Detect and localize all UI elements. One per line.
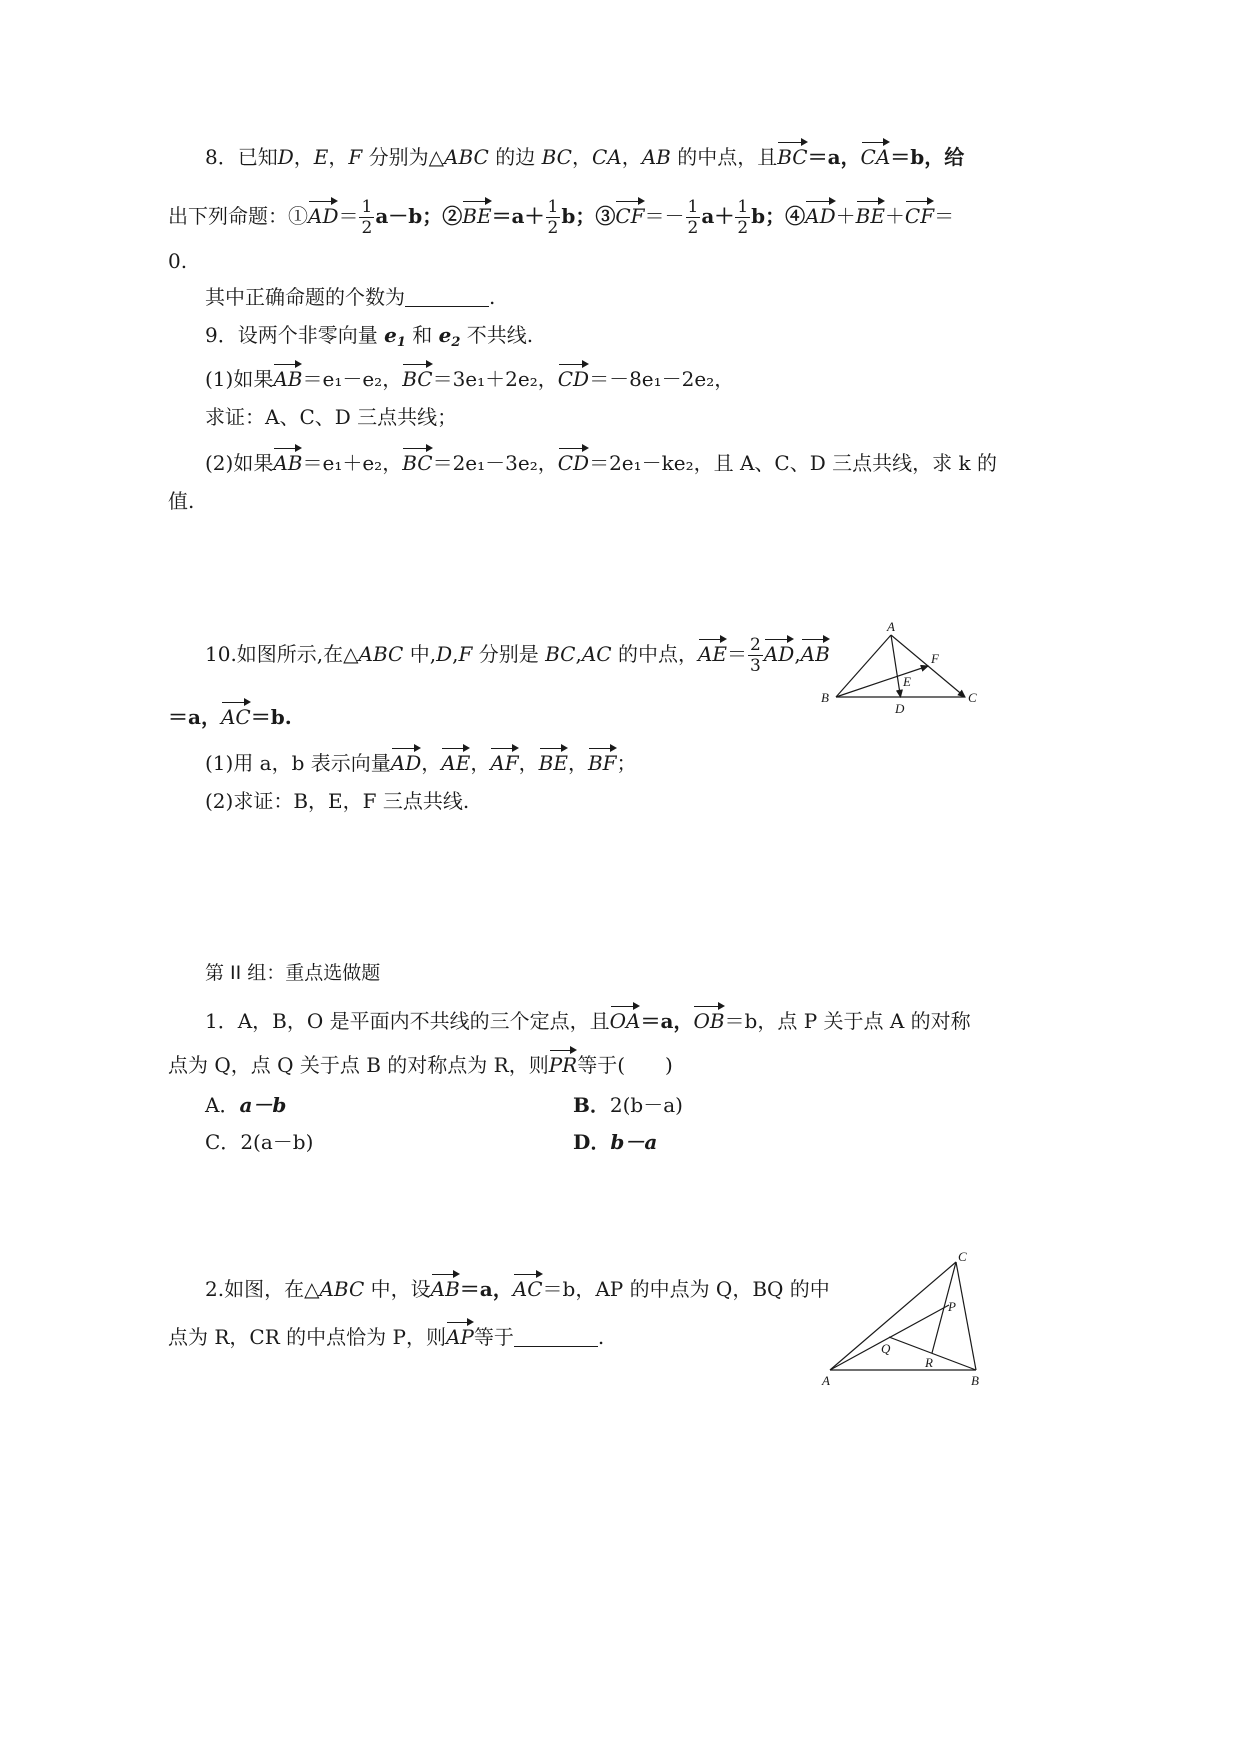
numerator: 1 <box>687 197 699 217</box>
denominator: 3 <box>750 656 761 676</box>
label-e: E <box>903 674 911 689</box>
denominator: 2 <box>547 218 559 238</box>
q10-triangle-figure <box>815 615 995 720</box>
text: F <box>458 642 473 666</box>
group-heading: 第 II 组：重点选做题 <box>205 962 381 984</box>
text: ＋ <box>835 204 856 228</box>
text: BC <box>541 145 572 169</box>
g2-line2 <box>168 1320 604 1352</box>
vector-ca: CA <box>861 140 891 168</box>
q10-part1 <box>205 746 637 778</box>
text: 2 <box>451 335 461 350</box>
label-a: A <box>887 619 895 634</box>
text: 10.如图所示,在△ <box>205 642 359 666</box>
option-label: D． <box>573 1130 611 1154</box>
q8-line4 <box>205 282 495 312</box>
text: 的中点， <box>611 642 698 666</box>
q8-line3: 0. <box>168 249 188 273</box>
edge-bc <box>956 1262 976 1370</box>
label-b: B <box>971 1373 979 1388</box>
q9-part2-end: 值. <box>168 489 195 513</box>
option-text: b－a <box>610 1130 658 1154</box>
text: ＝a， <box>168 705 221 729</box>
vector-ac: AC <box>513 1272 543 1300</box>
text: ＝e₁－e₂， <box>302 367 403 391</box>
denominator: 2 <box>687 218 699 238</box>
vector-ab: AB <box>431 1272 460 1300</box>
text: ＝e₁＋e₂， <box>302 451 403 475</box>
q9-part2 <box>205 446 997 478</box>
vector-be: BE <box>856 199 885 227</box>
text: ＝a＋ <box>491 204 545 228</box>
label-d: D <box>895 701 905 716</box>
numerator: 1 <box>361 197 373 217</box>
text: ＝b，AP 的中点为 Q，BQ 的中 <box>542 1277 830 1301</box>
label-p: P <box>948 1299 956 1314</box>
answer-blank <box>405 284 489 307</box>
option-text: 2(b－a) <box>609 1093 683 1117</box>
vector-ad: AD <box>391 746 421 774</box>
g1-line2 <box>168 1048 673 1080</box>
text: ABC <box>444 145 489 169</box>
edge-ac <box>830 1262 956 1370</box>
text: D <box>277 145 294 169</box>
vector-cd: CD <box>558 362 589 390</box>
g1-line1 <box>205 1004 971 1036</box>
text: ， <box>621 145 642 169</box>
text: . <box>489 285 496 309</box>
text: e <box>438 323 452 347</box>
q10-line1 <box>205 630 830 678</box>
denominator: 2 <box>737 218 749 238</box>
vector-ac: AC <box>221 700 251 728</box>
text: , <box>575 642 582 666</box>
label-b: B <box>821 690 829 705</box>
g2-line1 <box>205 1272 830 1304</box>
text: AB <box>641 145 671 169</box>
vector-cf: CF <box>905 199 934 227</box>
text: E <box>313 145 329 169</box>
text: 等于 <box>473 1325 514 1349</box>
vector-ab: AB <box>273 362 302 390</box>
text: ＝a， <box>807 145 861 169</box>
fraction-half <box>735 197 750 238</box>
text: ＝ <box>727 642 747 666</box>
text: , <box>452 642 459 666</box>
option-c[interactable] <box>205 1127 313 1157</box>
vector-bc: BC <box>402 362 432 390</box>
option-a[interactable] <box>205 1090 286 1120</box>
text: ， <box>470 751 491 775</box>
q10-line2 <box>168 700 292 732</box>
vector-cf: CF <box>615 199 644 227</box>
option-label: C． <box>205 1130 241 1154</box>
text: (2)如果 <box>205 451 274 475</box>
option-label: B． <box>573 1093 610 1117</box>
text: 其中正确命题的个数为 <box>205 285 405 309</box>
label-c: C <box>958 1249 967 1264</box>
fraction-half <box>359 197 374 238</box>
label-r: R <box>925 1355 933 1370</box>
text: 1 <box>396 335 406 350</box>
vector-ad: AD <box>805 199 835 227</box>
label-a: A <box>822 1373 830 1388</box>
text: BC <box>545 642 576 666</box>
vector-oa: OA <box>610 1004 641 1032</box>
text: b；③ <box>561 204 616 228</box>
text: 中，设 <box>364 1277 431 1301</box>
q9-part1 <box>205 362 734 394</box>
text: ， <box>293 145 314 169</box>
option-text: a－b <box>239 1093 287 1117</box>
text: 2.如图，在△ <box>205 1277 320 1301</box>
numerator: 2 <box>750 635 761 655</box>
option-label: A． <box>205 1093 240 1117</box>
text: , <box>794 642 801 666</box>
text: 分别是 <box>472 642 546 666</box>
text: ， <box>571 145 592 169</box>
text: AC <box>581 642 612 666</box>
denominator: 2 <box>361 218 373 238</box>
text: e <box>384 323 397 347</box>
text: ＝a， <box>640 1009 694 1033</box>
numerator: 1 <box>547 197 559 217</box>
text: ＝b，给 <box>890 145 965 169</box>
text: ＝a， <box>459 1277 513 1301</box>
vector-bc: BC <box>777 140 807 168</box>
text: 9．设两个非零向量 <box>205 323 385 347</box>
option-b[interactable] <box>573 1090 683 1120</box>
vector-cd: CD <box>558 446 589 474</box>
text: b；④ <box>751 204 806 228</box>
q8-line1 <box>205 140 964 172</box>
numerator: 1 <box>737 197 749 217</box>
text: ABC <box>319 1277 365 1301</box>
text: 点为 Q，点 Q 关于点 B 的对称点为 R，则 <box>168 1053 549 1077</box>
text: 1．A，B，O 是平面内不共线的三个定点，且 <box>205 1009 610 1033</box>
text: ， <box>421 751 442 775</box>
vector-ab: AB <box>273 446 302 474</box>
g2-triangle-figure <box>818 1245 993 1390</box>
text: . <box>597 1325 605 1349</box>
vector-be: BE <box>462 199 491 227</box>
text: CA <box>591 145 622 169</box>
text: 8．已知 <box>205 145 278 169</box>
text: ， <box>567 751 588 775</box>
text: ， <box>328 145 349 169</box>
text: ＝b. <box>250 705 292 729</box>
vector-be: BE <box>539 746 568 774</box>
text: F <box>348 145 363 169</box>
text: ＝－8e₁－2e₂， <box>589 367 735 391</box>
q9-proof: 求证：A、C、D 三点共线； <box>205 405 458 429</box>
text: 中, <box>403 642 437 666</box>
vector-bf: BF <box>588 746 617 774</box>
vector-ob: OB <box>693 1004 724 1032</box>
vector-ae: AE <box>698 637 727 665</box>
text: a－b；② <box>375 204 463 228</box>
fraction-half <box>686 197 701 238</box>
text: ； <box>616 751 637 775</box>
text: ＝b，点 P 关于点 A 的对称 <box>724 1009 971 1033</box>
vector-ap: AP <box>446 1320 474 1348</box>
text: 的边 <box>488 145 542 169</box>
fraction-two-thirds <box>748 635 763 676</box>
text: ， <box>518 751 539 775</box>
text: ABC <box>358 642 404 666</box>
vector-ae: AE <box>441 746 470 774</box>
q10-part2: (2)求证：B，E，F 三点共线. <box>205 789 470 813</box>
answer-blank <box>514 1324 598 1347</box>
text: ＝ <box>934 204 955 228</box>
vector-bc: BC <box>402 446 432 474</box>
option-d[interactable] <box>573 1127 657 1157</box>
text: a＋ <box>701 204 735 228</box>
q9-line1 <box>205 320 533 358</box>
q8-line2 <box>168 192 954 240</box>
label-f: F <box>931 651 939 666</box>
text: ＝2e₁－3e₂， <box>432 451 558 475</box>
vector-ab: AB <box>801 637 830 665</box>
text: 和 <box>405 323 439 347</box>
vector-ad: AD <box>308 199 338 227</box>
fraction-half <box>546 197 561 238</box>
label-q: Q <box>881 1341 891 1356</box>
text: 点为 R，CR 的中点恰为 P，则 <box>168 1325 446 1349</box>
text: D <box>436 642 453 666</box>
segment-ad <box>891 635 901 697</box>
text: ＝－ <box>644 204 685 228</box>
label-c: C <box>968 690 977 705</box>
vector-ad: AD <box>764 637 794 665</box>
option-text: 2(a－b) <box>240 1130 314 1154</box>
vector-af: AF <box>490 746 518 774</box>
text: 不共线. <box>460 323 534 347</box>
text: (1)用 a，b 表示向量 <box>205 751 391 775</box>
text: ＋ <box>884 204 905 228</box>
text: 出下列命题：① <box>168 204 308 228</box>
text: 的中点，且 <box>670 145 778 169</box>
text: (1)如果 <box>205 367 274 391</box>
text: ＝ <box>338 204 359 228</box>
text: ＝3e₁＋2e₂， <box>432 367 558 391</box>
text: 等于( ) <box>577 1053 673 1077</box>
vector-pr: PR <box>549 1048 578 1076</box>
text: 分别为△ <box>362 145 445 169</box>
text: ＝2e₁－ke₂，且 A、C、D 三点共线，求 k 的 <box>589 451 997 475</box>
